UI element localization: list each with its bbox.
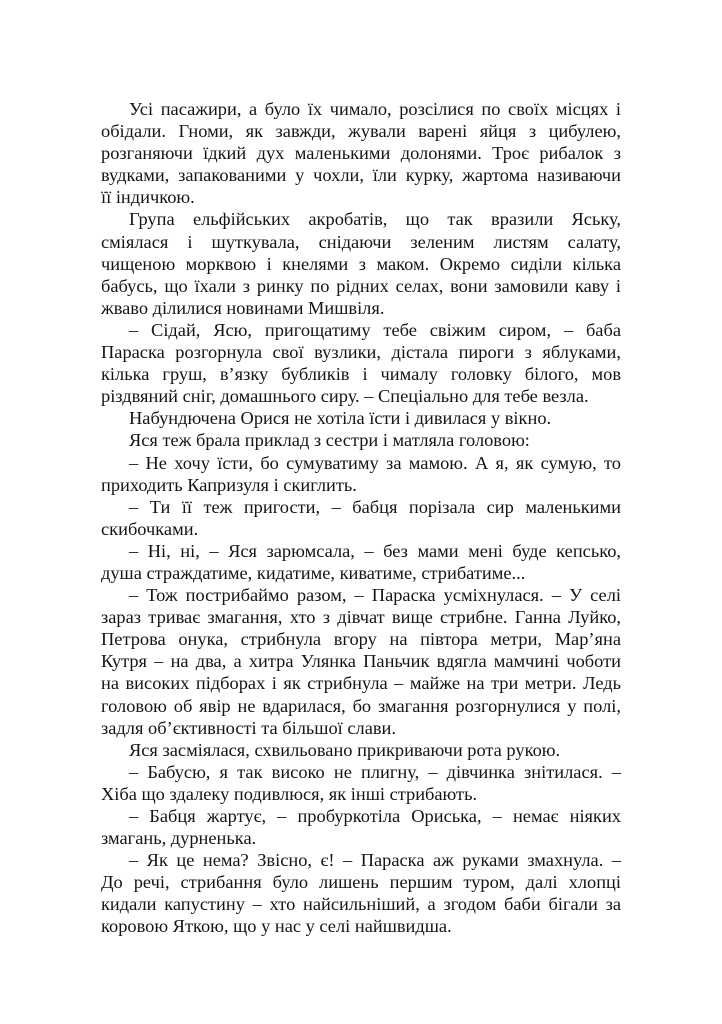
paragraph bbox=[101, 584, 621, 739]
text-body bbox=[101, 98, 621, 938]
text-line: Петрова онука, стрибнула вгору на півтора метри, Мар’яна bbox=[101, 629, 621, 650]
text-line: – Сідай, Ясю, пригощатиму тебе свіжим сиром, – баба bbox=[129, 319, 621, 340]
paragraph bbox=[101, 761, 621, 805]
text-line: Кутря – на два, а хитра Улянка Паньчик вдягла мамчині чоботи bbox=[101, 651, 621, 672]
text-line: задля об’єктивності та більшої слави. bbox=[101, 717, 396, 738]
paragraph bbox=[101, 496, 621, 540]
text-line: – Бабусю, я так високо не плигну, – дівчинка знітилася. – bbox=[129, 761, 621, 782]
paragraph bbox=[101, 319, 621, 407]
text-line: кілька груш, в’язку бубликів і чималу головку білого, мов bbox=[101, 364, 621, 385]
paragraph bbox=[101, 407, 621, 429]
text-line: душа страждатиме, кидатиме, киватиме, стрибатиме... bbox=[101, 562, 526, 583]
text-line: Яся засміялася, схвильовано прикриваючи рота рукою. bbox=[129, 739, 561, 760]
text-line: скибочками. bbox=[101, 518, 199, 539]
paragraph bbox=[101, 429, 621, 451]
text-line: коровою Яткою, що у нас у селі найшвидша. bbox=[101, 916, 452, 937]
text-line: чищеною морквою і кнелями з маком. Окремо сиділи кілька bbox=[101, 253, 621, 274]
paragraph bbox=[101, 739, 621, 761]
text-line: – Ти її теж пригости, – бабця порізала сир маленькими bbox=[129, 496, 621, 517]
text-line: Група ельфійських акробатів, що так вразили Яську, bbox=[129, 209, 621, 230]
paragraph bbox=[101, 805, 621, 849]
paragraph bbox=[101, 540, 621, 584]
text-line: розганяючи їдкий дух маленькими долонями. Троє рибалок з bbox=[101, 143, 621, 164]
text-line: – Бабця жартує, – пробуркотіла Ориська, – немає ніяких bbox=[129, 806, 621, 826]
paragraph bbox=[101, 208, 621, 318]
text-line: Усі пасажири, а було їх чимало, розсілися по своїх місцях і bbox=[129, 99, 621, 119]
text-line: Набундючена Орися не хотіла їсти і дивилася у вікно. bbox=[129, 408, 552, 429]
text-line: – Не хочу їсти, бо сумуватиму за мамою. А я, як сумую, то bbox=[129, 452, 621, 473]
text-line: на високих підборах і як стрибнула – майже на три метри. Ледь bbox=[101, 673, 621, 694]
paragraph bbox=[101, 452, 621, 496]
paragraph bbox=[101, 849, 621, 937]
text-line: різдвяний сніг, домашнього сиру. – Спеціально для тебе везла. bbox=[101, 386, 589, 407]
text-line: бабусь, що їхали з ринку по рідних селах, вони замовили каву і bbox=[101, 275, 621, 296]
text-line: – Тож пострибаймо разом, – Параска усміхнулася. – У селі bbox=[129, 585, 621, 606]
text-line: Параска розгорнула свої вузлики, дістала пироги з яблуками, bbox=[101, 342, 621, 363]
text-line: приходить Капризуля і скиглить. bbox=[101, 474, 357, 495]
text-line: зараз триває змагання, хто з дівчат вище стрибне. Ганна Луйко, bbox=[101, 607, 621, 628]
text-line: обідали. Гноми, як завжди, жували варені яйця з цибулею, bbox=[101, 121, 621, 142]
text-line: До речі, стрибання було лишень першим туром, далі хлопці bbox=[101, 872, 621, 893]
text-line: її індичкою. bbox=[101, 187, 195, 208]
text-line: Хіба що здалеку подивлюся, як інші стрибають. bbox=[101, 783, 478, 804]
text-line: сміялася і шуткувала, снідаючи зеленим листям салату, bbox=[101, 231, 621, 252]
text-line: змагань, дурненька. bbox=[101, 828, 257, 849]
text-line: Яся теж брала приклад з сестри і матляла головою: bbox=[129, 430, 530, 451]
text-line: вудками, запакованими у чохли, їли курку, жартома називаючи bbox=[101, 165, 621, 186]
text-line: – Ні, ні, – Яся зарюмсала, – без мами мені буде кепсько, bbox=[129, 540, 621, 561]
paragraph bbox=[101, 98, 621, 208]
text-line: – Як це нема? Звісно, є! – Параска аж руками змахнула. – bbox=[129, 850, 621, 871]
text-line: жваво ділилися новинами Мишвіля. bbox=[101, 297, 385, 318]
text-line: кидали капустину – хто найсильніший, а згодом баби бігали за bbox=[101, 894, 621, 915]
text-line: головою об явір не вдарилася, бо змагання розгорнулися у полі, bbox=[101, 695, 621, 716]
